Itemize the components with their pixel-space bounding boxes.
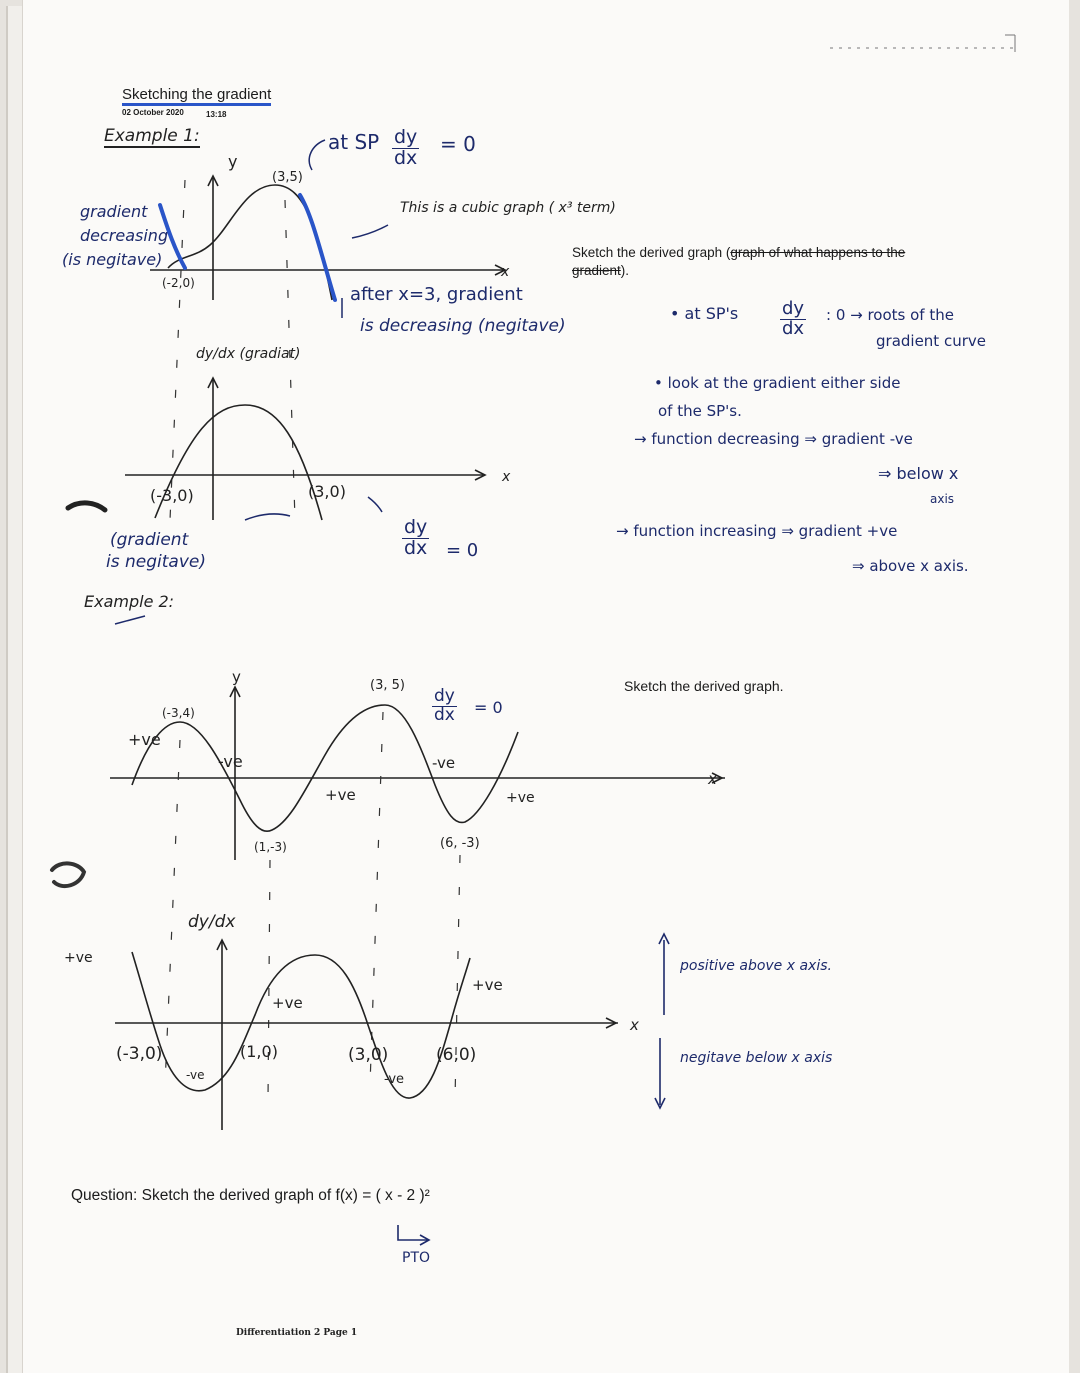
bottom-note-line1: (gradient xyxy=(110,530,189,550)
note3-line3: axis xyxy=(930,492,955,506)
deriv2-curve xyxy=(132,952,470,1098)
note1-line2: gradient curve xyxy=(876,332,986,350)
example2-derivative xyxy=(115,940,618,1130)
deriv1-zero-den: dx xyxy=(404,536,428,559)
example2-x-label: x xyxy=(708,770,717,788)
note3-line2: ⇒ below x xyxy=(878,464,959,483)
example2-deriv-x-label: x xyxy=(630,1016,639,1034)
after-note-line1: after x=3, gradient xyxy=(350,284,523,305)
example2-point-b: (3, 5) xyxy=(370,678,405,693)
sp-note-value: = 0 xyxy=(440,132,476,156)
arrow-cubic xyxy=(352,225,388,238)
deriv1-zero-value: = 0 xyxy=(446,540,479,561)
example2-sign-neg-1: -ve xyxy=(218,752,243,771)
example2-sp-num: dy xyxy=(434,686,455,706)
arrow-zero-note xyxy=(368,497,382,512)
example2-deriv-pos-mid: +ve xyxy=(272,994,303,1012)
dash2-c xyxy=(370,712,383,1085)
note3-line1: → function decreasing ⇒ gradient -ve xyxy=(634,430,913,448)
deriv1-root-left: (-3,0) xyxy=(150,486,194,505)
example2-quartic-curve xyxy=(132,705,518,831)
deriv1-x-label: x xyxy=(502,469,511,485)
sketch-suffix: ). xyxy=(620,263,630,278)
bottom-note-line2: is negitave) xyxy=(106,552,206,572)
example2-sketch-label: Sketch the derived graph. xyxy=(624,678,784,694)
example2-sign-pos-right: +ve xyxy=(506,790,535,806)
dash2-b xyxy=(268,860,270,1100)
note2-line2: of the SP's. xyxy=(658,402,742,420)
arrow-left-mark xyxy=(68,503,105,510)
example1-y-label: y xyxy=(228,152,238,171)
example2-sp-value: = 0 xyxy=(474,698,503,717)
highlight-decreasing-right xyxy=(300,195,335,300)
dash2-a xyxy=(165,740,180,1085)
example2-sp-den: dx xyxy=(434,704,455,725)
sketch-instruction xyxy=(572,244,912,280)
page-date: 02 October 2020 xyxy=(122,108,184,117)
after-note-line2: is decreasing (negitave) xyxy=(360,316,566,336)
example2-root-2: (1,0) xyxy=(240,1042,278,1061)
example2-deriv-pos-left: +ve xyxy=(64,950,93,966)
example1-point-root: (-2,0) xyxy=(162,276,195,290)
sketch-prefix: Sketch the derived graph ( xyxy=(572,245,731,260)
example2-dashes xyxy=(165,712,460,1100)
cubic-note: This is a cubic graph ( x³ term) xyxy=(400,200,616,216)
note2-line1: • look at the gradient either side xyxy=(654,374,901,392)
sp-note-num: dy xyxy=(394,126,418,148)
deriv1-zero-num: dy xyxy=(404,516,428,538)
example2-y-label: y xyxy=(232,668,241,686)
page-title: Sketching the gradient xyxy=(122,86,271,106)
sign-arrows xyxy=(655,934,669,1108)
left-note-line3: (is negitave) xyxy=(62,250,163,269)
example2-deriv-neg-left: -ve xyxy=(186,1068,205,1082)
note1-prefix: • at SP's xyxy=(670,304,739,323)
example1-point-max: (3,5) xyxy=(272,170,303,185)
example2-sign-pos-left: +ve xyxy=(128,730,161,749)
note1-num: dy xyxy=(782,298,805,319)
margin-doodle xyxy=(52,863,84,886)
example2-point-a: (-3,4) xyxy=(162,706,195,720)
deriv1-zero-fraction xyxy=(402,518,429,559)
example2-root-4: (6,0) xyxy=(436,1045,477,1065)
note1-suffix: : 0 → roots of the xyxy=(826,306,954,324)
left-note-line2: decreasing xyxy=(80,226,169,245)
positive-note: positive above x axis. xyxy=(680,958,832,974)
arrow-sp xyxy=(309,140,325,170)
sp-note-fraction xyxy=(392,128,419,169)
sp-note-prefix: at SP xyxy=(328,130,380,154)
example1-label: Example 1: xyxy=(104,126,200,146)
sketch-struck: graph of what happens to the gradient xyxy=(572,245,906,278)
question-text: Question: Sketch the derived graph of f(x) = ( x - 2 )² xyxy=(71,1187,430,1204)
example2-sign-pos-2: +ve xyxy=(325,786,356,804)
arrow-neg-note xyxy=(245,514,290,520)
example2-point-d: (6, -3) xyxy=(440,836,480,851)
left-note-line1: gradient xyxy=(80,202,148,221)
underline-example2 xyxy=(115,616,145,624)
example2-graph xyxy=(110,687,725,860)
footer-page-label: Differentiation 2 Page 1 xyxy=(236,1328,358,1338)
note1-den: dx xyxy=(782,317,805,339)
note1-fraction xyxy=(780,300,806,339)
example2-sign-neg-2: -ve xyxy=(432,754,456,772)
doodle-shape xyxy=(52,863,84,886)
pto-arrow xyxy=(398,1225,429,1245)
sp-note-den: dx xyxy=(394,146,418,169)
deriv1-label: dy/dx (gradiat) xyxy=(196,346,301,362)
note4-line1: → function increasing ⇒ gradient +ve xyxy=(616,522,898,540)
example2-root-3: (3,0) xyxy=(348,1045,389,1065)
example2-root-1: (-3,0) xyxy=(116,1044,163,1064)
top-right-marks xyxy=(830,35,1015,52)
negative-note: negitave below x axis xyxy=(680,1050,833,1066)
example1-x-label: x xyxy=(501,264,510,280)
note4-line2: ⇒ above x axis. xyxy=(852,557,969,575)
example2-label: Example 2: xyxy=(84,592,175,611)
example2-sp-fraction xyxy=(432,688,457,725)
pto-label: PTO xyxy=(402,1250,431,1266)
example2-point-c: (1,-3) xyxy=(254,840,287,854)
example2-deriv-neg-right: -ve xyxy=(384,1072,405,1087)
deriv1-root-right: (3,0) xyxy=(308,482,346,501)
example2-deriv-label: dy/dx xyxy=(188,912,236,932)
example2-deriv-pos-right: +ve xyxy=(472,976,503,994)
page-time: 13:18 xyxy=(206,110,227,119)
